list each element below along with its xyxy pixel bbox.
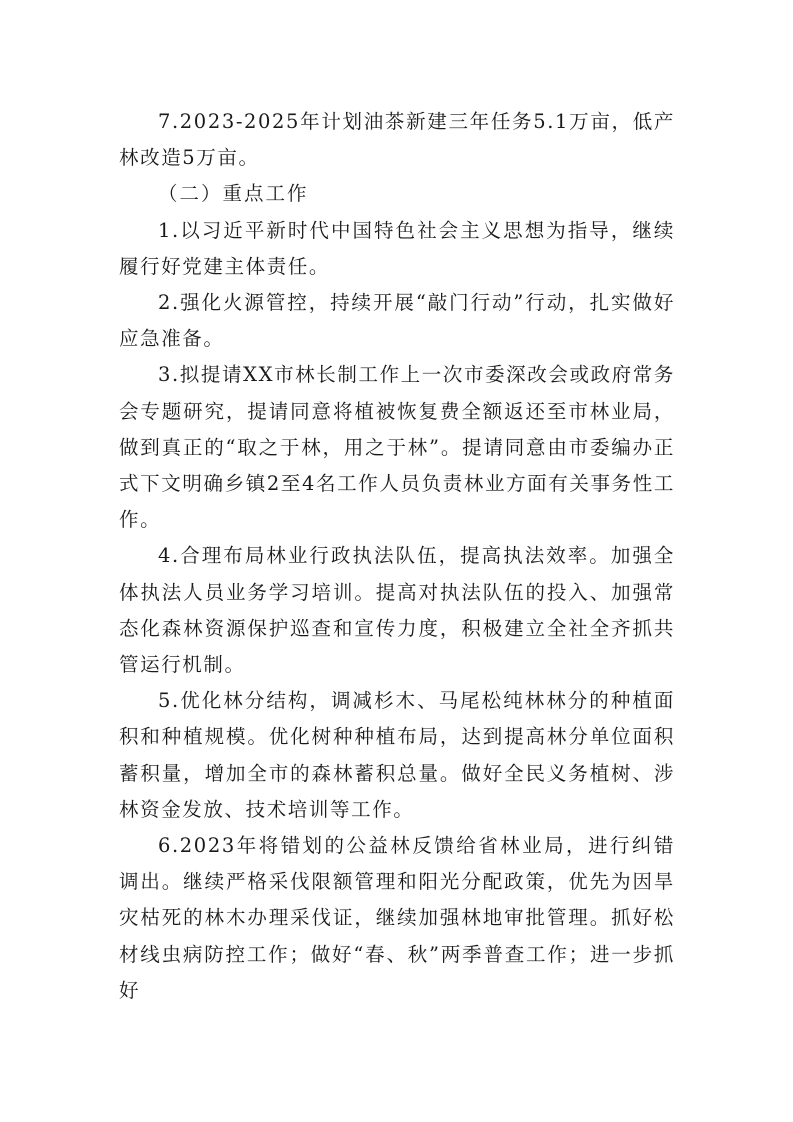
key-work-item-3: 3.拟提请XX市林长制工作上一次市委深改会或政府常务会专题研究，提请同意将植被恢复费全额返还至市林业局，做到真正的“取之于林，用之于林”。提请同意由市委编办正式下文明确乡镇2至4名工作人员负责林业方面有关事务性工作。 — [119, 363, 675, 532]
document-page — [119, 104, 675, 1009]
key-work-item-5: 5.优化林分结构，调减杉木、马尾松纯林林分的种植面积和种植规模。优化树种种植布局，达到提高林分单位面积蓄积量，增加全市的森林蓄积总量。做好全民义务植树、涉林资金发放、技术培训等工作。 — [119, 689, 675, 821]
key-work-item-1: 1.以习近平新时代中国特色社会主义思想为指导，继续履行好党建主体责任。 — [119, 218, 675, 278]
key-work-item-4: 4.合理布局林业行政执法队伍，提高执法效率。加强全体执法人员业务学习培训。提高对执法队伍的投入、加强常态化森林资源保护巡查和宣传力度，积极建立全社全齐抓共管运行机制。 — [119, 544, 675, 677]
paragraph-target-7: 7.2023-2025年计划油茶新建三年任务5.1万亩，低产林改造5万亩。 — [119, 110, 675, 170]
key-work-item-6: 6.2023年将错划的公益林反馈给省林业局，进行纠错调出。继续严格采伐限额管理和阳光分配政策，优先为因旱灾枯死的林木办理采伐证，继续加强林地审批管理。抓好松材线虫病防控工作；做好“春、秋”两季普查工作；进一步抓好 — [119, 834, 675, 1002]
key-work-item-2: 2.强化火源管控，持续开展“敲门行动”行动，扎实做好应急准备。 — [119, 291, 675, 351]
section-heading-key-work: （二）重点工作 — [158, 182, 309, 206]
